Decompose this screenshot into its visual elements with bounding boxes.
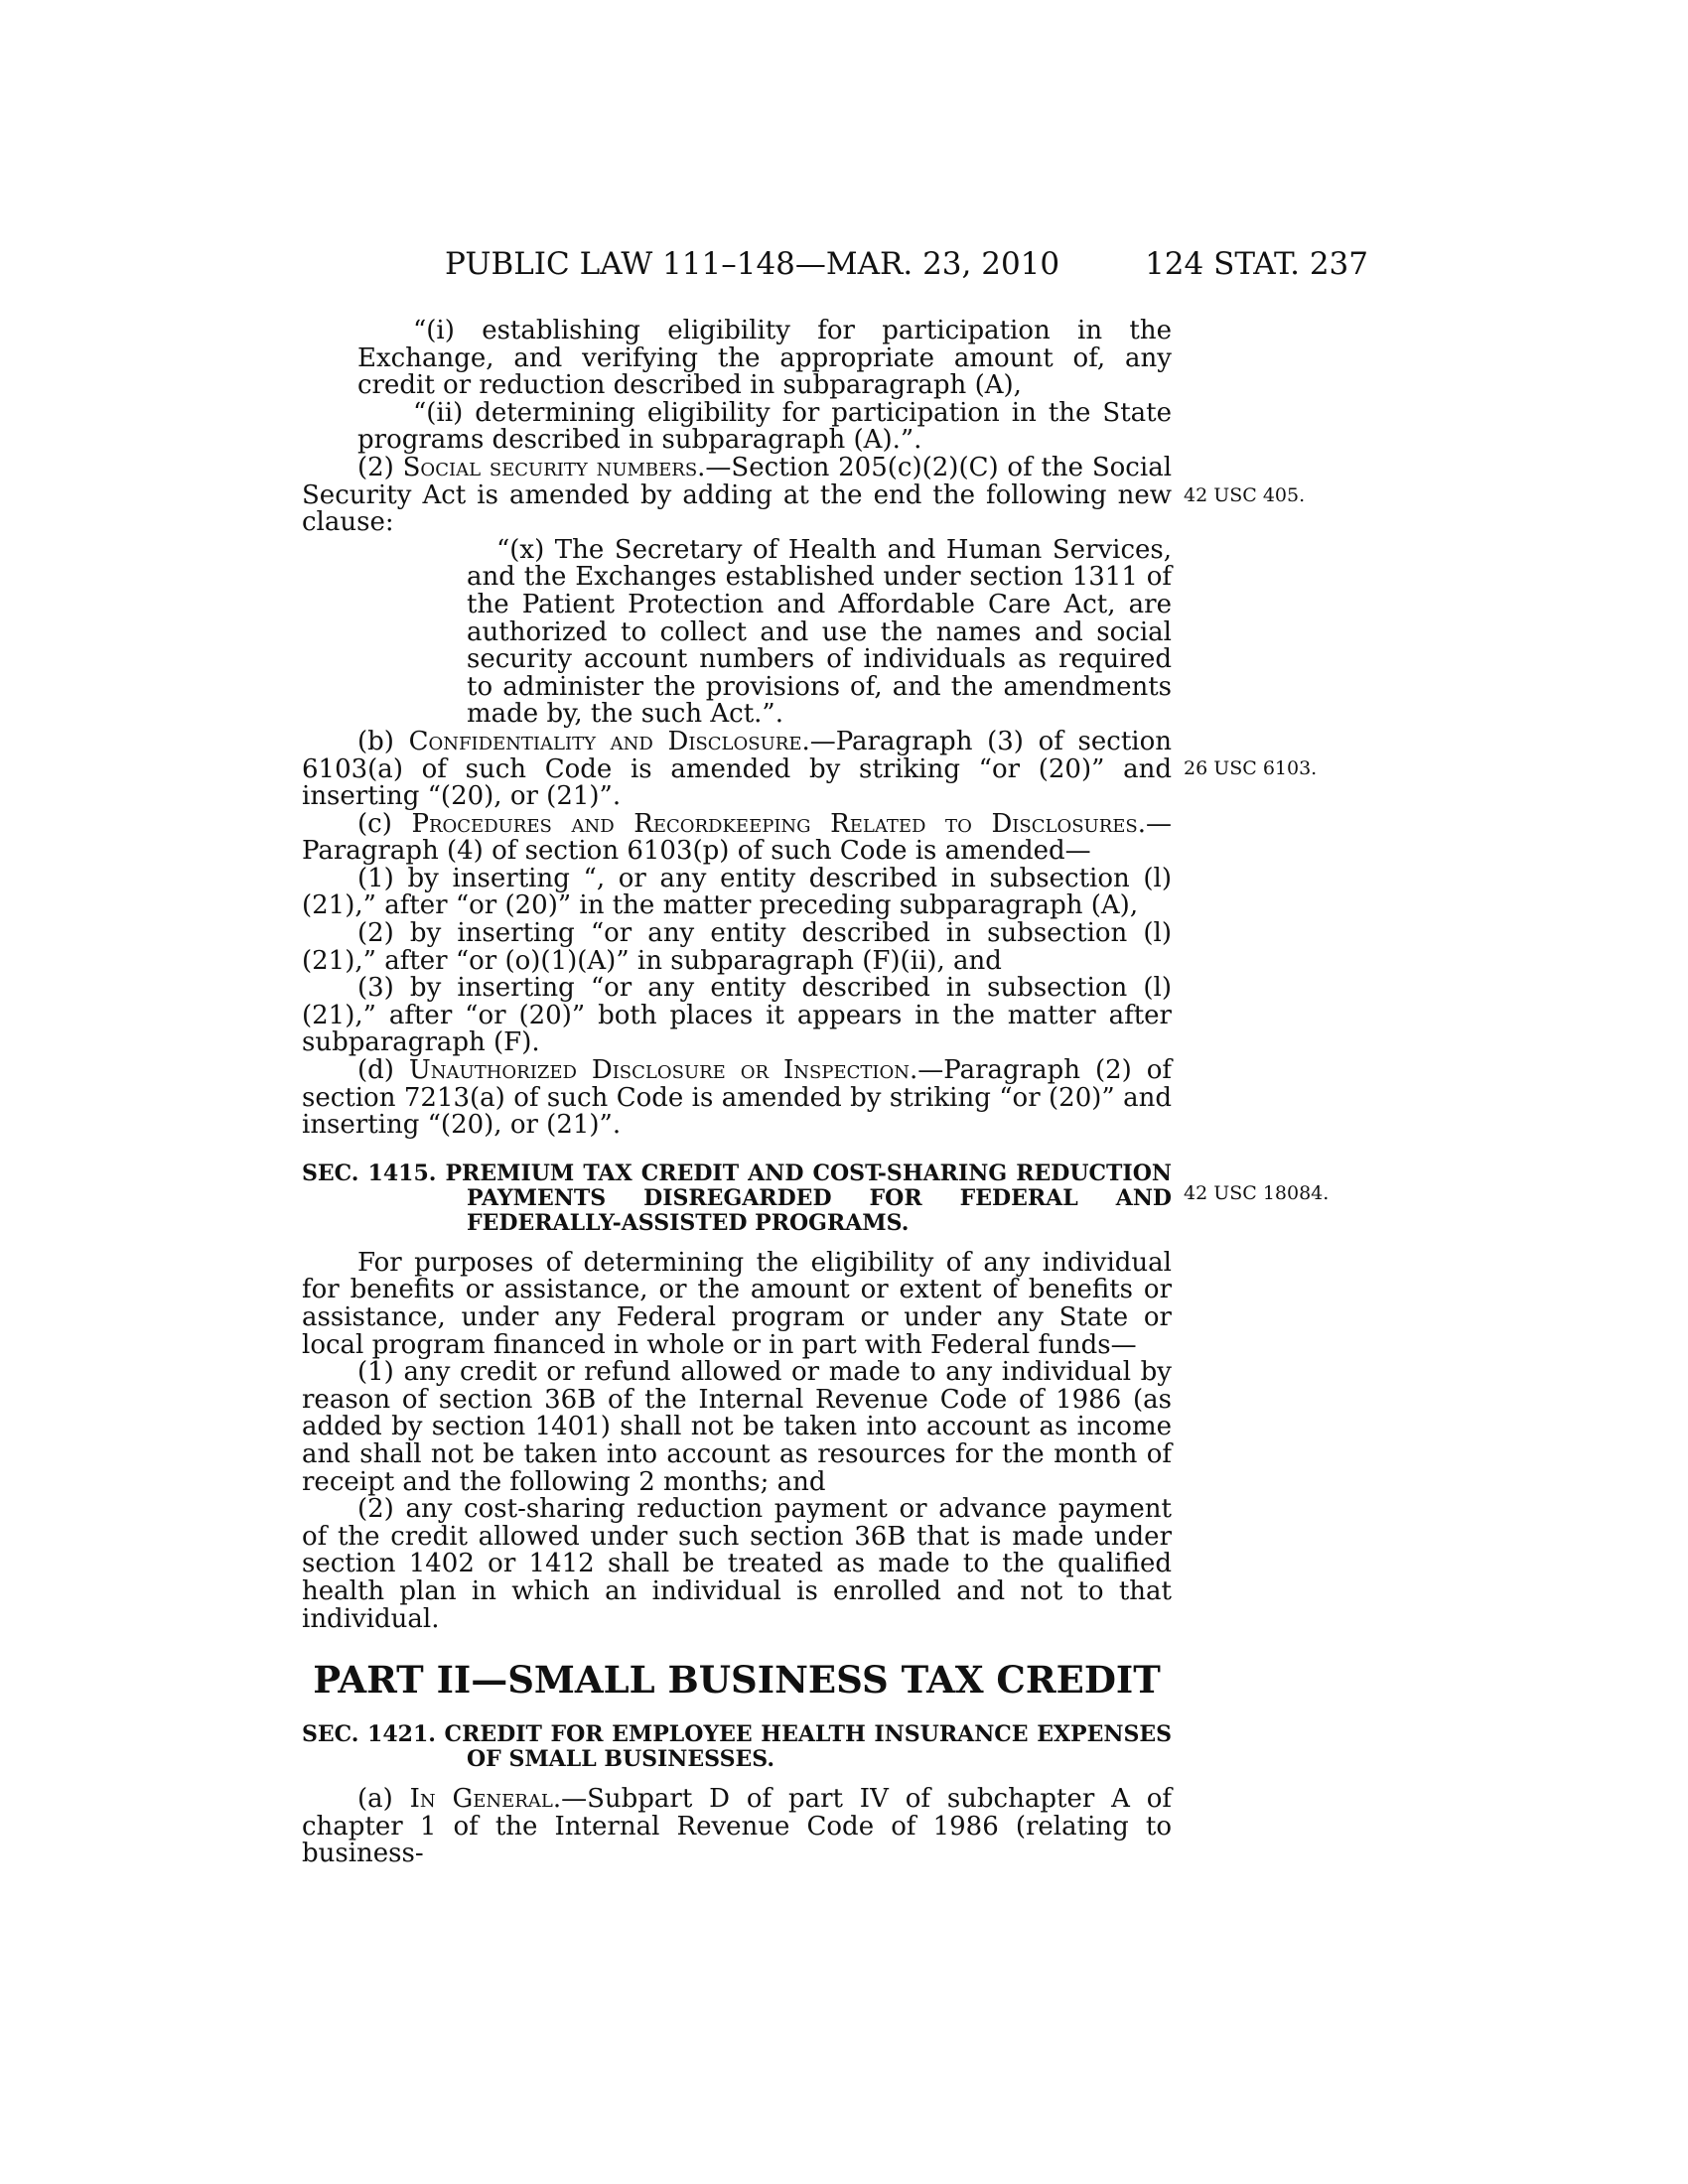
para-num: (d) <box>357 1055 409 1086</box>
para-text: .—Paragraph (2) of section 7213(a) of such Code is amended by striking “or (20)” and inserting “(20), or (21)”. <box>302 1055 1172 1141</box>
para-text: .—Paragraph (3) of section 6103(a) of such Code is amended by striking “or (20)” and inserting “(20), or (21)”. <box>302 726 1172 812</box>
clause-i: “(i) establishing eligibility for participation in the Exchange, and verifying the appropriate amount of, any credit or reduction described in subparagraph (A), <box>357 316 1172 401</box>
part-ii-heading: PART II—SMALL BUSINESS TAX CREDIT <box>313 1658 1161 1703</box>
para-num: (2) <box>357 452 403 482</box>
para-text: .—Section 205(c)(2)(C) of the Social Security Act is amended by adding at the end the following new clause: <box>302 452 1173 538</box>
para-num: (b) <box>357 726 409 756</box>
para-heading: Confidentiality and Disclosure <box>408 726 802 756</box>
subsection-c <box>302 808 1173 867</box>
subsection-c-1: (1) by inserting “, or any entity described in subsection (l)(21),” after “or (20)” in the matter preceding subparagraph (A), <box>302 863 1172 921</box>
header-page-number: 124 STAT. 237 <box>1145 246 1368 282</box>
para-num: (c) <box>357 808 412 839</box>
section-1415-heading: SEC. 1415. PREMIUM TAX CREDIT AND COST-SHARING REDUCTION PAYMENTS DISREGARDED FOR FEDERAL AND FEDERALLY-ASSISTED PROGRAMS. <box>302 1160 1172 1236</box>
clause-ii: “(ii) determining eligibility for participation in the State programs described in subparagraph (A).”. <box>357 397 1172 456</box>
para-num: (a) <box>357 1784 410 1815</box>
section-1415-intro: For purposes of determining the eligibility of any individual for benefits or assistance, or the amount or extent of benefits or assistance, under any Federal program or under any State or local program financed in whole or in part with Federal funds— <box>302 1247 1172 1360</box>
section-1415-2: (2) any cost-sharing reduction payment or advance payment of the credit allowed under such section 36B that is made under section 1402 or 1412 shall be treated as made to the qualified health plan in which an individual is enrolled and not to that individual. <box>302 1494 1172 1634</box>
subsection-c-3: (3) by inserting “or any entity described in subsection (l)(21),” after “or (20)” both places it appears in the matter after subparagraph (F). <box>302 973 1172 1058</box>
subsection-d <box>302 1057 1172 1140</box>
para-heading: Social security numbers <box>402 452 698 482</box>
paragraph-2-ssn <box>302 452 1173 538</box>
section-1415-1: (1) any credit or refund allowed or made to any individual by reason of section 36B of the Internal Revenue Code of 1986 (as added by section 1401) shall not be taken into account as income and shall not be taken into account as resources for the month of receipt and the following 2 months; and <box>302 1357 1172 1497</box>
margin-note-405: 42 USC 405. <box>1184 484 1306 506</box>
para-text: .—Subpart D of part IV of subchapter A of chapter 1 of the Internal Revenue Code of 1986 (relating to business- <box>302 1784 1172 1869</box>
section-1421-a <box>302 1786 1172 1868</box>
clause-x: “(x) The Secretary of Health and Human Services, and the Exchanges established under section 1311 of the Patient Protection and Affordable Care Act, are authorized to collect and use the names and social security account numbers of individuals as required to administer the provisions of, and the amendments made by, the such Act.”. <box>467 534 1172 730</box>
para-heading: In General <box>409 1784 553 1815</box>
margin-note-6103: 26 USC 6103. <box>1184 757 1318 779</box>
margin-note-18084: 42 USC 18084. <box>1184 1182 1330 1204</box>
page-header <box>445 246 1368 286</box>
subsection-b <box>302 726 1172 812</box>
section-1421-heading: SEC. 1421. CREDIT FOR EMPLOYEE HEALTH INSURANCE EXPENSES OF SMALL BUSINESSES. <box>302 1721 1172 1773</box>
para-text: .—Paragraph (4) of section 6103(p) of such Code is amended— <box>302 808 1173 867</box>
para-heading: Unauthorized Disclosure or Inspection <box>408 1055 911 1086</box>
document-body <box>302 318 1172 1868</box>
subsection-c-2: (2) by inserting “or any entity described in subsection (l)(21),” after “or (o)(1)(A)” in subparagraph (F)(ii), and <box>302 918 1172 976</box>
para-heading: Procedures and Recordkeeping Related to Disclosures <box>411 808 1138 839</box>
header-citation: PUBLIC LAW 111–148—MAR. 23, 2010 <box>445 246 1060 282</box>
